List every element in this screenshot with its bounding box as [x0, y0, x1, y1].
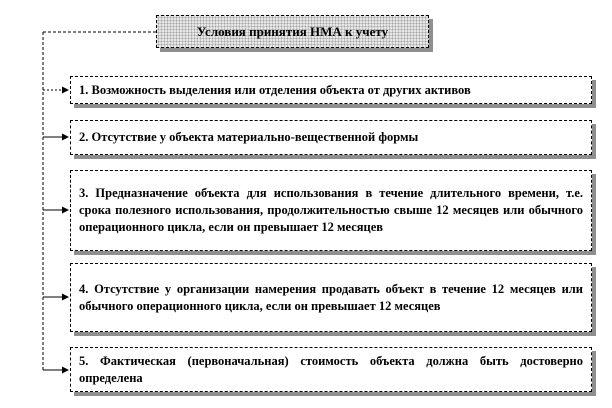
condition-box-2 — [70, 120, 592, 155]
condition-box-1 — [70, 76, 592, 104]
condition-text-2: 2. Отсутствие у объекта материально-вещественной формы — [79, 130, 419, 144]
condition-text-4: 4. Отсутствие у организации намерения продавать объект в течение 12 месяцев или обычного операционного цикла, если он превышает 12 месяцев — [79, 281, 583, 313]
condition-text-5: 5. Фактическая (первоначальная) стоимость объекта должна быть достоверно определена — [79, 353, 583, 385]
diagram-title: Условия принятия НМА к учету — [196, 23, 389, 39]
condition-box-3 — [70, 170, 592, 251]
condition-text-1: 1. Возможность выделения или отделения объекта от других активов — [79, 82, 471, 97]
condition-box-4 — [70, 263, 592, 332]
condition-box-5 — [70, 347, 592, 392]
diagram-title-box — [156, 15, 429, 48]
condition-text-3: 3. Предназначение объекта для использования в течение длительного времени, т.е. срока полезного использования, продолжительностью свыше 12 месяцев или обычного операционного цикла, если он превышает 12 месяцев — [79, 186, 583, 234]
